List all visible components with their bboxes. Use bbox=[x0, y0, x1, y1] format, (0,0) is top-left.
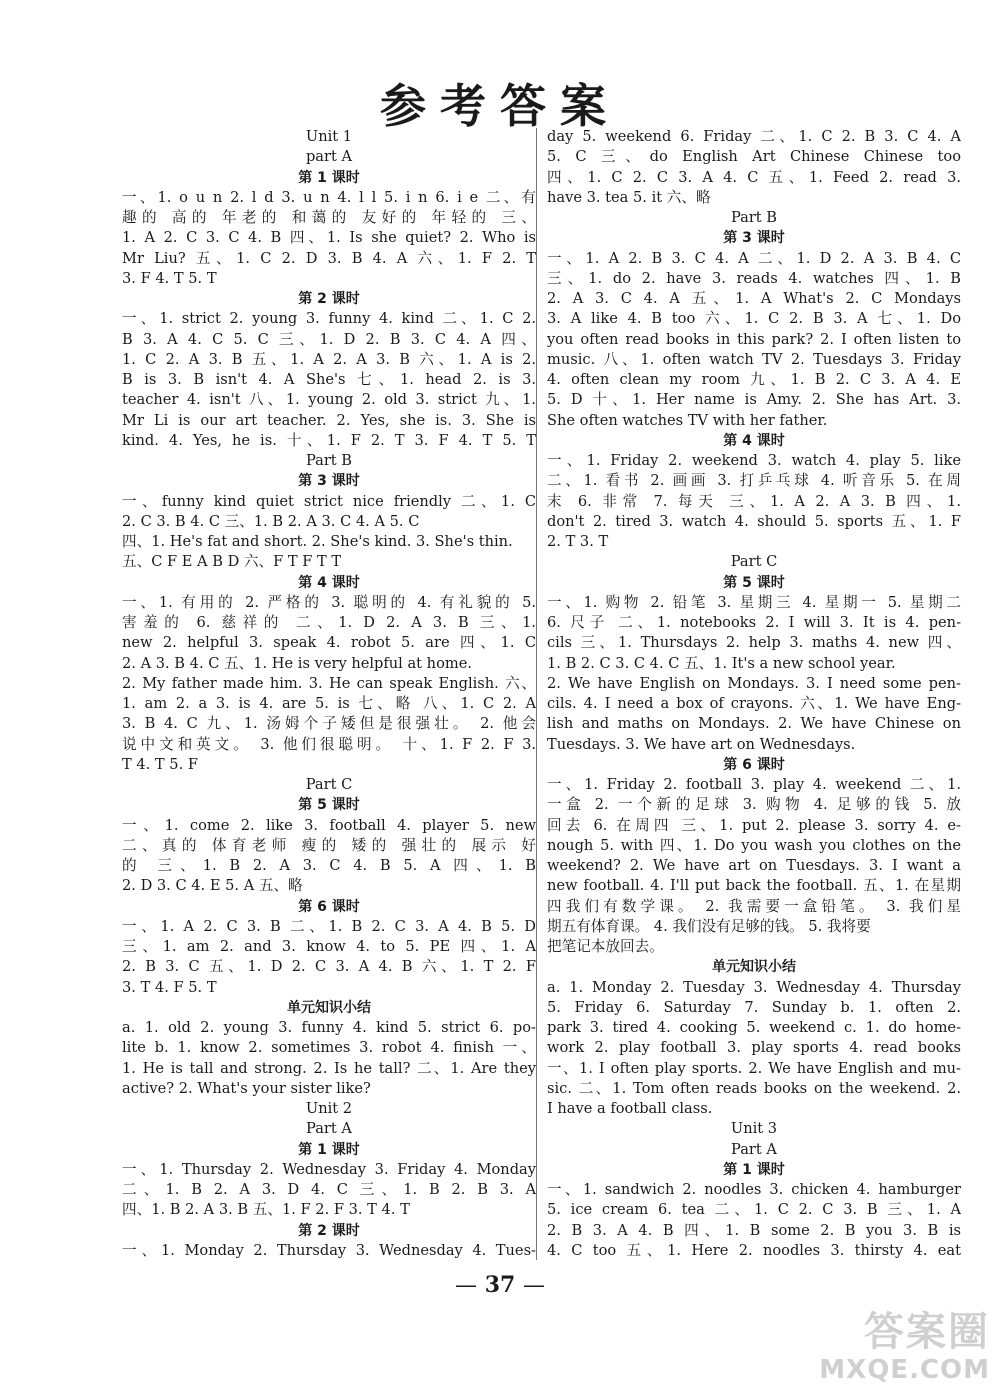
left-answer-line: 五、C F E A B D 六、F T F T T bbox=[122, 553, 342, 571]
left-answer-line: 3. T 4. F 5. T bbox=[122, 978, 217, 996]
left-answer-line: 2. D 3. C 4. E 5. A 五、略 bbox=[122, 877, 303, 895]
left-answer-line: 1. He is tall and strong. 2. Is he tall? 二、1. Are they bbox=[122, 1059, 536, 1077]
left-answer-line: 1. C 2. A 3. B 五、1. A 2. A 3. B 六、1. A is 2. bbox=[122, 350, 536, 368]
left-answer-line: 一、1. o u n 2. l d 3. u n 4. l l 5. i n 6. i e 二、有 bbox=[122, 188, 536, 206]
right-answer-line: 1. B 2. C 3. C 4. C 五、1. It's a new school year. bbox=[547, 654, 896, 672]
right-answer-line: 5. ice cream 6. tea 二、1. C 2. C 3. B 三、1. A bbox=[547, 1201, 961, 1219]
right-section-heading: Unit 3 bbox=[730, 1120, 778, 1138]
left-section-heading: Part C bbox=[305, 776, 353, 793]
left-answer-line: 二、真的 体育老师 瘦的 矮的 强壮的 展示 好 bbox=[122, 836, 536, 854]
watermark bbox=[800, 1300, 990, 1385]
left-lesson-heading: 单元知识小结 bbox=[287, 999, 371, 1016]
right-answer-line: park 3. tired 4. cooking 5. weekend c. 1. do home- bbox=[547, 1019, 961, 1036]
right-answer-line: 3. A like 4. B too 六、1. C 2. B 3. A 七、1. Do bbox=[547, 310, 961, 328]
right-answer-line: 2. We have English on Mondays. 3. I need some pen- bbox=[547, 674, 961, 692]
left-answer-line: a. 1. old 2. young 3. funny 4. kind 5. strict 6. po- bbox=[122, 1019, 536, 1036]
left-section-heading: part A bbox=[305, 148, 353, 166]
left-answer-line: 2. A 3. B 4. C 五、1. He is very helpful at home. bbox=[122, 654, 472, 672]
left-answer-line: 三、1. am 2. and 3. know 4. to 5. PE 四、1. A bbox=[122, 938, 536, 955]
left-section-heading: Unit 1 bbox=[305, 128, 353, 145]
right-answer-line: have 3. tea 5. it 六、略 bbox=[547, 188, 711, 206]
left-answer-line: 一、1. 有用的 2. 严格的 3. 聪明的 4. 有礼貌的 5. bbox=[122, 593, 536, 611]
right-answer-line: 四我们有数学课。 2. 我需要一盒铅笔。 3. 我们星 bbox=[547, 897, 961, 915]
left-answer-line: 一、1. Monday 2. Thursday 3. Wednesday 4. Tues- bbox=[122, 1241, 536, 1259]
watermark-url: MXQE.COM bbox=[819, 1355, 990, 1385]
right-answer-line: 5. D 十、1. Her name is Amy. 2. She has Art. 3. bbox=[547, 391, 961, 409]
right-answer-line: 2. T 3. T bbox=[547, 533, 609, 550]
left-answer-line: 趣的 高的 年老的 和蔼的 友好的 年轻的 三、 bbox=[122, 209, 536, 226]
left-section-heading: Part B bbox=[305, 452, 353, 469]
column-divider bbox=[536, 128, 537, 1260]
right-lesson-heading: 单元知识小结 bbox=[712, 959, 796, 976]
right-answer-line: 2. B 3. A 4. B 四、1. B some 2. B you 3. B is bbox=[547, 1221, 961, 1239]
right-answer-column bbox=[547, 127, 961, 1261]
right-answer-line: She often watches TV with her father. bbox=[547, 411, 828, 429]
right-answer-line: 一、1. Friday 2. weekend 3. watch 4. play 5. like bbox=[547, 452, 961, 469]
left-lesson-heading: 第 2 课时 bbox=[298, 1222, 360, 1239]
right-section-heading: Part B bbox=[730, 209, 778, 226]
left-answer-line: 3. F 4. T 5. T bbox=[122, 269, 217, 287]
right-lesson-heading: 第 4 课时 bbox=[723, 432, 785, 449]
right-answer-line: new football. 4. I'll put back the football. 五、1. 在星期 bbox=[547, 877, 961, 895]
left-section-heading: Unit 2 bbox=[305, 1100, 353, 1117]
left-answer-line: kind. 4. Yes, he is. 十、1. F 2. T 3. F 4. T 5. T bbox=[122, 431, 536, 449]
left-answer-line: 一、1. A 2. C 3. B 二、1. B 2. C 3. A 4. B 5. D bbox=[122, 917, 536, 935]
right-answer-line: 一盒 2. 一个新的足球 3. 购物 4. 足够的钱 5. 放 bbox=[547, 796, 961, 814]
right-lesson-heading: 第 1 课时 bbox=[723, 1161, 785, 1178]
right-answer-line: 回去 6. 在周四 三、1. put 2. please 3. sorry 4. e- bbox=[547, 816, 961, 834]
left-lesson-heading: 第 2 课时 bbox=[298, 291, 360, 307]
left-answer-line: 1. A 2. C 3. C 4. B 四、1. Is she quiet? 2. Who is bbox=[122, 229, 536, 247]
page-title: 参考答案 bbox=[380, 79, 620, 133]
left-answer-line: 3. B 4. C 九、1. 汤姆个子矮但是很强壮。 2. 他会 bbox=[122, 715, 536, 733]
right-answer-line: 一、1. A 2. B 3. C 4. A 二、1. D 2. A 3. B 4. C bbox=[547, 249, 961, 267]
right-answer-line: 2. A 3. C 4. A 五、1. A What's 2. C Mondays bbox=[547, 290, 961, 307]
left-answer-line: 1. am 2. a 3. is 4. are 5. is 七、略 八、1. C 2. A bbox=[122, 695, 536, 712]
right-answer-line: you often read books in this park? 2. I often listen to bbox=[547, 330, 961, 348]
right-answer-line: cils 三、1. Thursdays 2. help 3. maths 4. new 四、 bbox=[547, 634, 961, 652]
left-lesson-heading: 第 1 课时 bbox=[298, 1141, 360, 1158]
right-answer-line: 四、1. C 2. C 3. A 4. C 五、1. Feed 2. read 3. bbox=[547, 168, 961, 186]
right-answer-line: Tuesdays. 3. We have art on Wednesdays. bbox=[547, 735, 856, 753]
left-answer-line: B 3. A 4. C 5. C 三、1. D 2. B 3. C 4. A 四、 bbox=[122, 330, 536, 348]
left-answer-line: 一、funny kind quiet strict nice friendly 二、1. C bbox=[122, 492, 536, 510]
left-answer-line: 四、1. He's fat and short. 2. She's kind. 3. She's thin. bbox=[122, 533, 513, 550]
left-answer-line: Mr Liu? 五、1. C 2. D 3. B 4. A 六、1. F 2. T bbox=[122, 249, 536, 267]
right-answer-line: 一、1. Friday 2. football 3. play 4. weekend 二、1. bbox=[547, 776, 961, 793]
right-section-heading: Part C bbox=[730, 553, 778, 571]
right-lesson-heading: 第 5 课时 bbox=[723, 574, 785, 591]
right-answer-line: 把笔记本放回去。 bbox=[547, 938, 664, 955]
right-answer-line: 期五有体育课。 4. 我们没有足够的钱。 5. 我将要 bbox=[547, 917, 871, 935]
right-answer-line: weekend? 2. We have art on Tuesdays. 3. I want a bbox=[547, 857, 961, 874]
left-lesson-heading: 第 5 课时 bbox=[298, 797, 360, 814]
right-answer-line: sic. 二、1. Tom often reads books on the weekend. 2. bbox=[547, 1079, 961, 1097]
right-answer-line: 末 6. 非常 7. 每天 三、1. A 2. A 3. B 四、1. bbox=[547, 492, 961, 510]
right-answer-line: 4. often clean my room 九、1. B 2. C 3. A 4. E bbox=[547, 371, 961, 388]
left-answer-line: 的 三、1. B 2. A 3. C 4. B 5. A 四、1. B bbox=[122, 857, 536, 874]
left-lesson-heading: 第 6 课时 bbox=[298, 898, 360, 915]
right-answer-line: 6. 尺子 二、1. notebooks 2. I will 3. It is 4. pen- bbox=[547, 614, 961, 631]
left-answer-line: 一、1. Thursday 2. Wednesday 3. Friday 4. Monday bbox=[122, 1160, 536, 1178]
left-answer-line: 二、1. B 2. A 3. D 4. C 三、1. B 2. B 3. A bbox=[122, 1181, 536, 1198]
right-answer-line: I have a football class. bbox=[547, 1100, 713, 1117]
right-answer-line: nough 5. with 四、1. Do you wash you clothes on the bbox=[547, 836, 961, 854]
right-answer-line: 一、1. sandwich 2. noodles 3. chicken 4. hamburger bbox=[547, 1181, 961, 1198]
left-answer-line: T 4. T 5. F bbox=[122, 755, 198, 773]
left-lesson-heading: 第 3 课时 bbox=[298, 473, 360, 490]
left-answer-line: 2. C 3. B 4. C 三、1. B 2. A 3. C 4. A 5. C bbox=[122, 512, 420, 530]
right-lesson-heading: 第 6 课时 bbox=[723, 756, 785, 773]
right-answer-line: 二、1. 看书 2. 画画 3. 打乒乓球 4. 听音乐 5. 在周 bbox=[547, 472, 961, 490]
left-answer-line: B is 3. B isn't 4. A She's 七、1. head 2. is 3. bbox=[122, 371, 536, 388]
left-answer-line: 四、1. B 2. A 3. B 五、1. F 2. F 3. T 4. T bbox=[122, 1201, 410, 1219]
page-number-footer bbox=[0, 1272, 1000, 1298]
left-section-heading: Part A bbox=[306, 1120, 352, 1138]
right-section-heading: Part A bbox=[731, 1140, 777, 1158]
left-answer-line: lite b. 1. know 2. sometimes 3. robot 4. finish 一、 bbox=[122, 1039, 536, 1057]
right-answer-line: 一、1. I often play sports. 2. We have English and mu- bbox=[547, 1059, 961, 1077]
right-answer-line: 5. C 三、do English Art Chinese Chinese too bbox=[547, 148, 961, 166]
left-answer-line: new 2. helpful 3. speak 4. robot 5. are 四、1. C bbox=[122, 634, 536, 652]
left-answer-line: 2. My father made him. 3. He can speak English. 六、 bbox=[122, 674, 536, 692]
left-answer-line: Mr Li is our art teacher. 2. Yes, she is. 3. She is bbox=[122, 411, 536, 429]
right-answer-line: cils. 4. I need a box of crayons. 六、1. We have Eng- bbox=[547, 695, 961, 712]
left-lesson-heading: 第 1 课时 bbox=[298, 169, 360, 186]
right-answer-line: 4. C too 五、1. Here 2. noodles 3. thirsty 4. eat bbox=[547, 1241, 961, 1259]
left-answer-line: 害羞的 6. 慈祥的 二、1. D 2. A 3. B 三、1. bbox=[122, 614, 536, 631]
right-answer-line: 三、1. do 2. have 3. reads 4. watches 四、1. B bbox=[547, 269, 961, 287]
page-number-dash-right: — bbox=[522, 1273, 545, 1298]
left-answer-line: 一、1. strict 2. young 3. funny 4. kind 二、1. C 2. bbox=[122, 310, 536, 328]
left-answer-line: teacher 4. isn't 八、1. young 2. old 3. strict 九、1. bbox=[122, 391, 536, 409]
left-answer-column bbox=[122, 127, 536, 1261]
right-answer-line: day 5. weekend 6. Friday 二、1. C 2. B 3. C 4. A bbox=[547, 128, 961, 145]
watermark-logo: 答案圈 bbox=[864, 1309, 990, 1355]
right-answer-line: 5. Friday 6. Saturday 7. Sunday b. 1. often 2. bbox=[547, 998, 961, 1016]
left-answer-line: 一、1. come 2. like 3. football 4. player 5. new bbox=[122, 816, 536, 834]
right-answer-line: work 2. play football 3. play sports 4. read books bbox=[547, 1039, 961, 1057]
right-answer-line: a. 1. Monday 2. Tuesday 3. Wednesday 4. Thursday bbox=[547, 978, 961, 996]
page-number-dash-left: — bbox=[455, 1273, 478, 1298]
left-answer-line: 2. B 3. C 五、1. D 2. C 3. A 4. B 六、1. T 2. F bbox=[122, 958, 536, 976]
right-answer-line: 一、1. 购物 2. 铅笔 3. 星期三 4. 星期一 5. 星期二 bbox=[547, 593, 961, 611]
right-answer-line: don't 2. tired 3. watch 4. should 5. sports 五、1. F bbox=[547, 512, 961, 530]
page-number: 37 bbox=[484, 1272, 516, 1298]
left-answer-line: active? 2. What's your sister like? bbox=[122, 1079, 371, 1097]
right-lesson-heading: 第 3 课时 bbox=[723, 230, 785, 247]
left-lesson-heading: 第 4 课时 bbox=[298, 574, 360, 591]
right-answer-line: lish and maths on Mondays. 2. We have Chinese on bbox=[547, 715, 961, 733]
right-answer-line: music. 八、1. often watch TV 2. Tuesdays 3. Friday bbox=[547, 350, 961, 368]
left-answer-line: 说中文和英文。 3. 他们很聪明。 十、1. F 2. F 3. bbox=[122, 735, 536, 753]
